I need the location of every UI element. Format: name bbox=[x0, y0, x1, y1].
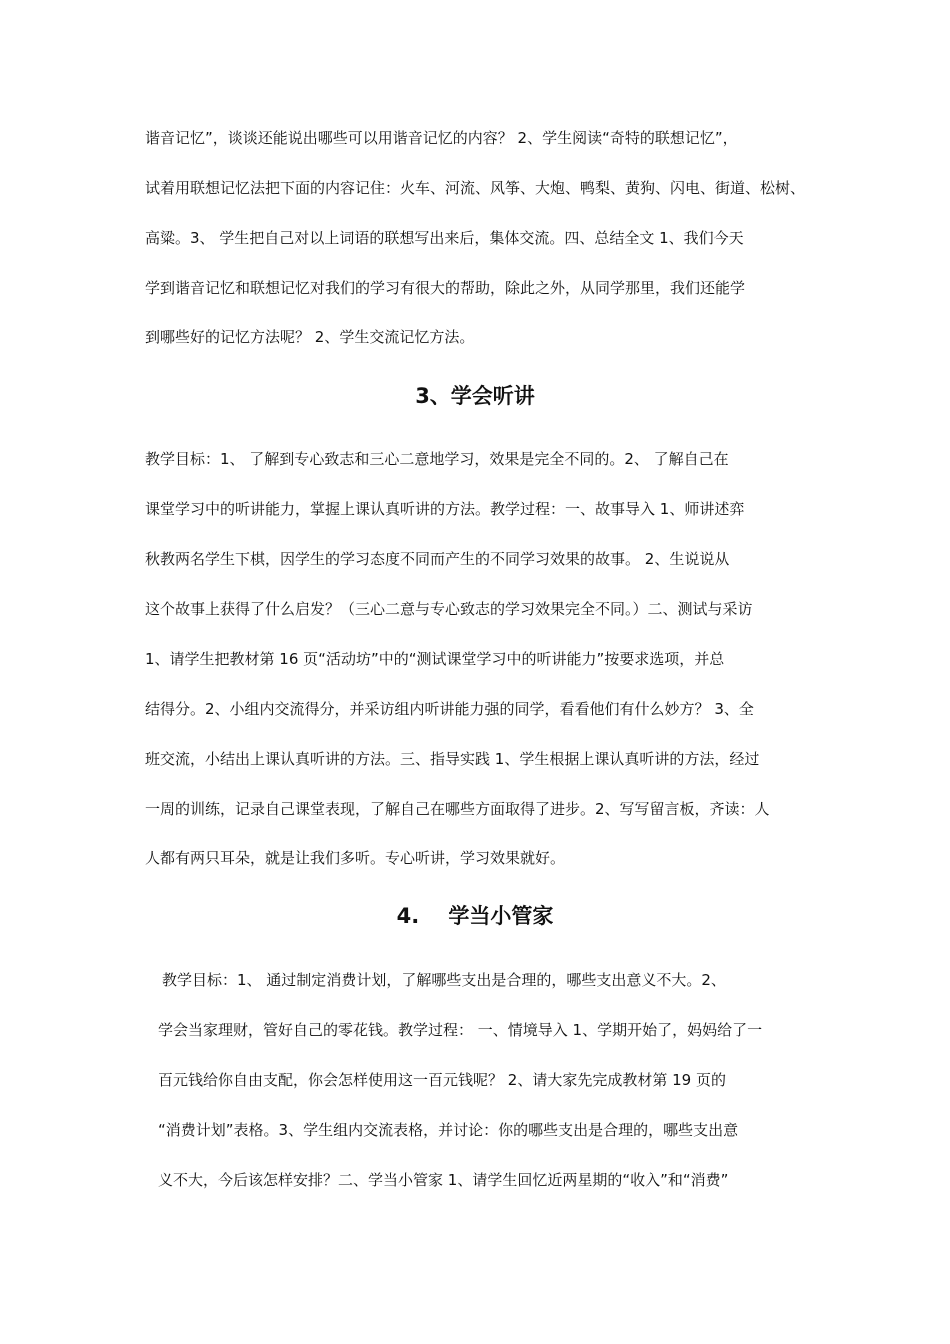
paragraph-line: 到哪些好的记忆方法呢？ 2、学生交流记忆方法。 bbox=[145, 328, 475, 346]
paragraph-line: 学到谐音记忆和联想记忆对我们的学习有很大的帮助，除此之外，从同学那里，我们还能学 bbox=[145, 279, 746, 297]
paragraph-line: 课堂学习中的听讲能力，掌握上课认真听讲的方法。教学过程：一、故事导入 1、师讲述弈 bbox=[145, 500, 745, 518]
paragraph-line: 学会当家理财，管好自己的零花钱。教学过程： 一、情境导入 1、学期开始了，妈妈给了一 bbox=[158, 1021, 763, 1039]
paragraph-line: 谐音记忆”，谈谈还能说出哪些可以用谐音记忆的内容？ 2、学生阅读“奇特的联想记忆”， bbox=[145, 129, 738, 147]
paragraph-line: 结得分。2、小组内交流得分，并采访组内听讲能力强的同学，看看他们有什么妙方？ 3、全 bbox=[145, 700, 754, 718]
paragraph-line: 义不大，今后该怎样安排？二、学当小管家 1、请学生回忆近两星期的“收入”和“消费” bbox=[158, 1171, 729, 1189]
paragraph-line: 人都有两只耳朵，就是让我们多听。专心听讲，学习效果就好。 bbox=[145, 849, 566, 867]
paragraph-line: 一周的训练，记录自己课堂表现，了解自己在哪些方面取得了进步。2、写写留言板，齐读：人 bbox=[145, 800, 770, 818]
paragraph-line: 百元钱给你自由支配，你会怎样使用这一百元钱呢？ 2、请大家先完成教材第 19 页的 bbox=[158, 1071, 726, 1089]
section-heading-3: 3、学会听讲 bbox=[415, 384, 535, 408]
paragraph-line: 秋教两名学生下棋，因学生的学习态度不同而产生的不同学习效果的故事。 2、生说说从 bbox=[145, 550, 730, 568]
section-heading-4: 4. 学当小管家 bbox=[396, 904, 554, 928]
paragraph-line: 高粱。3、 学生把自己对以上词语的联想写出来后，集体交流。四、总结全文 1、我们今天 bbox=[145, 229, 744, 247]
paragraph-line: “消费计划”表格。3、学生组内交流表格，并讨论：你的哪些支出是合理的，哪些支出意 bbox=[158, 1121, 739, 1139]
paragraph-line: 1、请学生把教材第 16 页“活动坊”中的“测试课堂学习中的听讲能力”按要求选项，并总 bbox=[145, 650, 725, 668]
paragraph-line: 班交流，小结出上课认真听讲的方法。三、指导实践 1、学生根据上课认真听讲的方法，经过 bbox=[145, 750, 760, 768]
paragraph-line: 教学目标：1、 了解到专心致志和三心二意地学习，效果是完全不同的。2、 了解自己在 bbox=[145, 450, 729, 468]
paragraph-line: 这个故事上获得了什么启发？（三心二意与专心致志的学习效果完全不同。）二、测试与采访 bbox=[145, 600, 753, 618]
paragraph-line: 教学目标：1、 通过制定消费计划，了解哪些支出是合理的，哪些支出意义不大。2、 bbox=[162, 971, 726, 989]
paragraph-line: 试着用联想记忆法把下面的内容记住：火车、河流、风筝、大炮、鸭梨、黄狗、闪电、街道、松树、 bbox=[145, 179, 806, 197]
